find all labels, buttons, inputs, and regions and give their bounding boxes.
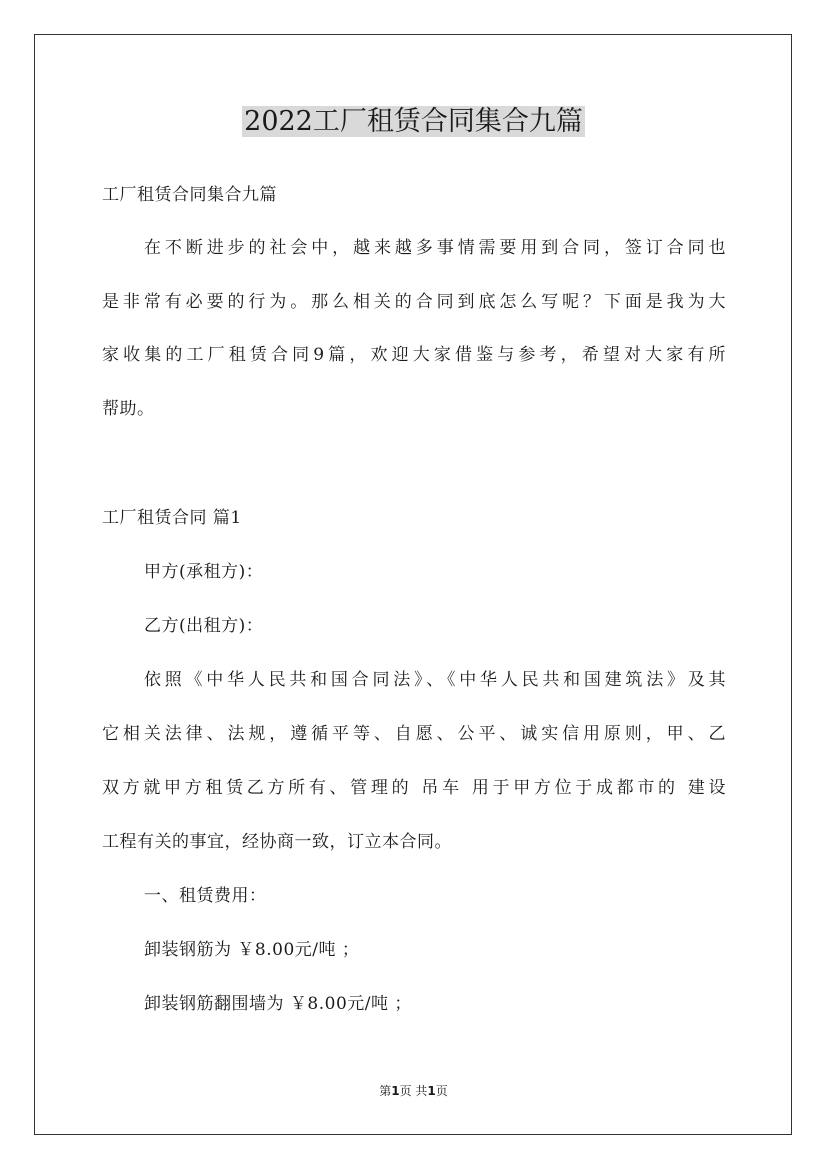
party-a-line: 甲方(承租方)： (144, 562, 264, 582)
intro-line-2: 是非常有必要的行为。那么相关的合同到底怎么写呢？下面是我为大 (102, 292, 726, 312)
document-title (0, 102, 827, 142)
clause-heading: 一、租赁费用： (144, 886, 267, 906)
fee-line-2: 卸装钢筋翻围墙为 ￥8.00元/吨 ； (144, 994, 412, 1014)
intro-line-3: 家收集的工厂租赁合同9篇，欢迎大家借鉴与参考，希望对大家有所 (102, 345, 726, 365)
document-subtitle: 工厂租赁合同集合九篇 (102, 185, 277, 205)
body-line-4: 工程有关的事宜，经协商一致，订立本合同。 (102, 832, 452, 852)
page-footer (0, 1082, 827, 1100)
intro-line-4: 帮助。 (102, 399, 155, 419)
party-b-line: 乙方(出租方)： (144, 616, 264, 636)
footer-page-total: 1 (427, 1084, 436, 1098)
body-line-3: 双方就甲方租赁乙方所有、管理的 吊车 用于甲方位于成都市的 建设 (102, 778, 726, 798)
body-line-2: 它相关法律、法规，遵循平等、自愿、公平、诚实信用原则，甲、乙 (102, 724, 726, 744)
footer-page-current: 1 (391, 1084, 400, 1098)
document-title-text: 2022工厂租赁合同集合九篇 (244, 106, 583, 137)
footer-suffix: 页 (435, 1084, 448, 1098)
body-line-1: 依照《中华人民共和国合同法》、《中华人民共和国建筑法》及其 (144, 670, 726, 690)
footer-prefix: 第 (379, 1084, 392, 1098)
section-heading: 工厂租赁合同 篇1 (102, 508, 242, 528)
intro-line-1: 在不断进步的社会中，越来越多事情需要用到合同，签订合同也 (144, 238, 726, 258)
footer-mid: 页 共 (399, 1084, 428, 1098)
fee-line-1: 卸装钢筋为 ￥8.00元/吨 ； (144, 940, 360, 960)
